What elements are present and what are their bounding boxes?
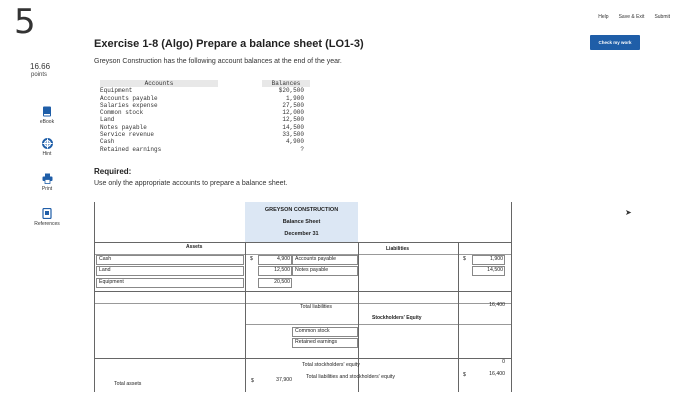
printer-icon (42, 173, 53, 184)
balances-header: Balances (262, 80, 310, 87)
equity-heading: Stockholders' Equity (372, 315, 422, 321)
divider (511, 202, 512, 392)
dollar-sign: $ (250, 256, 253, 262)
table-row (100, 131, 312, 138)
table-row (100, 109, 312, 116)
divider (458, 242, 459, 392)
divider (94, 202, 95, 392)
sidebar-item-references[interactable] (25, 208, 69, 227)
account-balance: 12,500 (282, 116, 304, 124)
account-balance: 27,500 (282, 101, 304, 109)
sidebar-item-print[interactable] (25, 173, 69, 192)
mouse-cursor-icon: ➤ (625, 208, 632, 217)
liability-name-input[interactable]: Notes payable (292, 266, 358, 276)
asset-name-input[interactable]: Land (96, 266, 244, 276)
divider (245, 324, 512, 325)
equity-name-input[interactable]: Retained earnings (292, 338, 358, 348)
exercise-title: Exercise 1-8 (Algo) Prepare a balance sheet (LO1-3) (94, 38, 364, 50)
account-balance: 14,500 (282, 123, 304, 131)
account-balance: ? (300, 145, 304, 153)
table-row (100, 146, 312, 153)
assets-heading: Assets (186, 244, 203, 250)
divider (94, 242, 512, 243)
account-name: Salaries expense (100, 101, 158, 109)
account-name: Notes payable (100, 123, 147, 131)
asset-name-input[interactable]: Equipment (96, 278, 244, 288)
total-liabilities-value: 16,400 (489, 302, 505, 308)
divider (94, 358, 512, 359)
submit-link[interactable]: Submit (654, 14, 670, 20)
save-exit-link[interactable]: Save & Exit (618, 14, 645, 20)
sidebar-label-references: References (34, 221, 60, 227)
divider (245, 242, 246, 392)
account-name: Equipment (100, 87, 133, 95)
table-row (100, 124, 312, 131)
total-liabilities-equity-label: Total liabilities and stockholders' equity (306, 374, 395, 380)
company-name: GREYSON CONSTRUCTION (264, 207, 339, 213)
balance-sheet-header (245, 202, 358, 242)
total-assets-value: 37,900 (276, 377, 292, 383)
question-number: 5 (14, 2, 36, 42)
statement-date: December 31 (284, 231, 319, 237)
account-name: Retained earnings (100, 145, 162, 153)
top-toolbar (598, 14, 670, 20)
dollar-sign: $ (251, 378, 254, 384)
account-balances-table (100, 80, 312, 153)
account-balance: 33,500 (282, 131, 304, 139)
liability-amount-input[interactable]: 1,900 (472, 255, 505, 265)
sidebar-label-hint: Hint (42, 151, 52, 157)
sidebar-label-print: Print (41, 186, 53, 192)
asset-amount-input[interactable]: 20,500 (258, 278, 292, 288)
account-name: Accounts payable (100, 94, 158, 102)
total-equity-label: Total stockholders' equity (302, 362, 360, 368)
document-icon (42, 208, 53, 219)
book-icon (42, 106, 53, 117)
accounts-header: Accounts (100, 80, 218, 87)
equity-name-input[interactable]: Common stock (292, 327, 358, 337)
account-balance: 4,900 (285, 138, 304, 146)
asset-amount-input[interactable]: 12,500 (258, 266, 292, 276)
points-value: 16.66 (30, 62, 51, 71)
sidebar-item-ebook[interactable] (25, 106, 69, 125)
sidebar-label-ebook: eBook (39, 119, 55, 125)
account-name: Cash (100, 138, 115, 146)
account-name: Land (100, 116, 115, 124)
required-text: Use only the appropriate accounts to prepare a balance sheet. (94, 180, 288, 187)
dollar-sign: $ (463, 256, 466, 262)
check-my-work-button[interactable]: Check my work (590, 35, 640, 50)
total-equity-value: 0 (502, 359, 505, 365)
problem-intro: Greyson Construction has the following account balances at the end of the year. (94, 58, 342, 65)
dollar-sign: $ (463, 372, 466, 378)
sidebar-item-hint[interactable] (25, 138, 69, 157)
liability-amount-input[interactable]: 14,500 (472, 266, 505, 276)
balance-sheet-worksheet (94, 202, 512, 392)
table-row (100, 138, 312, 145)
total-liabilities-label: Total liabilities (300, 304, 333, 310)
account-name: Common stock (100, 109, 144, 117)
asset-name-input[interactable]: Cash (96, 255, 244, 265)
liabilities-heading: Liabilities (386, 246, 410, 252)
account-name: Service revenue (100, 131, 155, 139)
points-label: points (31, 72, 48, 78)
statement-name: Balance Sheet (282, 219, 321, 225)
liability-name-input[interactable]: Accounts payable (292, 255, 358, 265)
account-balance: $20,500 (278, 87, 304, 95)
table-row (100, 116, 312, 123)
total-assets-label: Total assets (114, 381, 142, 387)
help-link[interactable]: Help (598, 14, 609, 20)
table-row (100, 102, 312, 109)
asset-amount-input[interactable]: 4,900 (258, 255, 292, 265)
required-heading: Required: (94, 167, 132, 176)
table-row (100, 87, 312, 94)
account-balance: 1,900 (285, 94, 304, 102)
divider (358, 242, 359, 392)
lifebuoy-icon (42, 138, 53, 149)
account-balance: 12,000 (282, 109, 304, 117)
divider (94, 291, 512, 292)
table-row (100, 95, 312, 102)
total-liabilities-equity-value: 16,400 (489, 371, 505, 377)
